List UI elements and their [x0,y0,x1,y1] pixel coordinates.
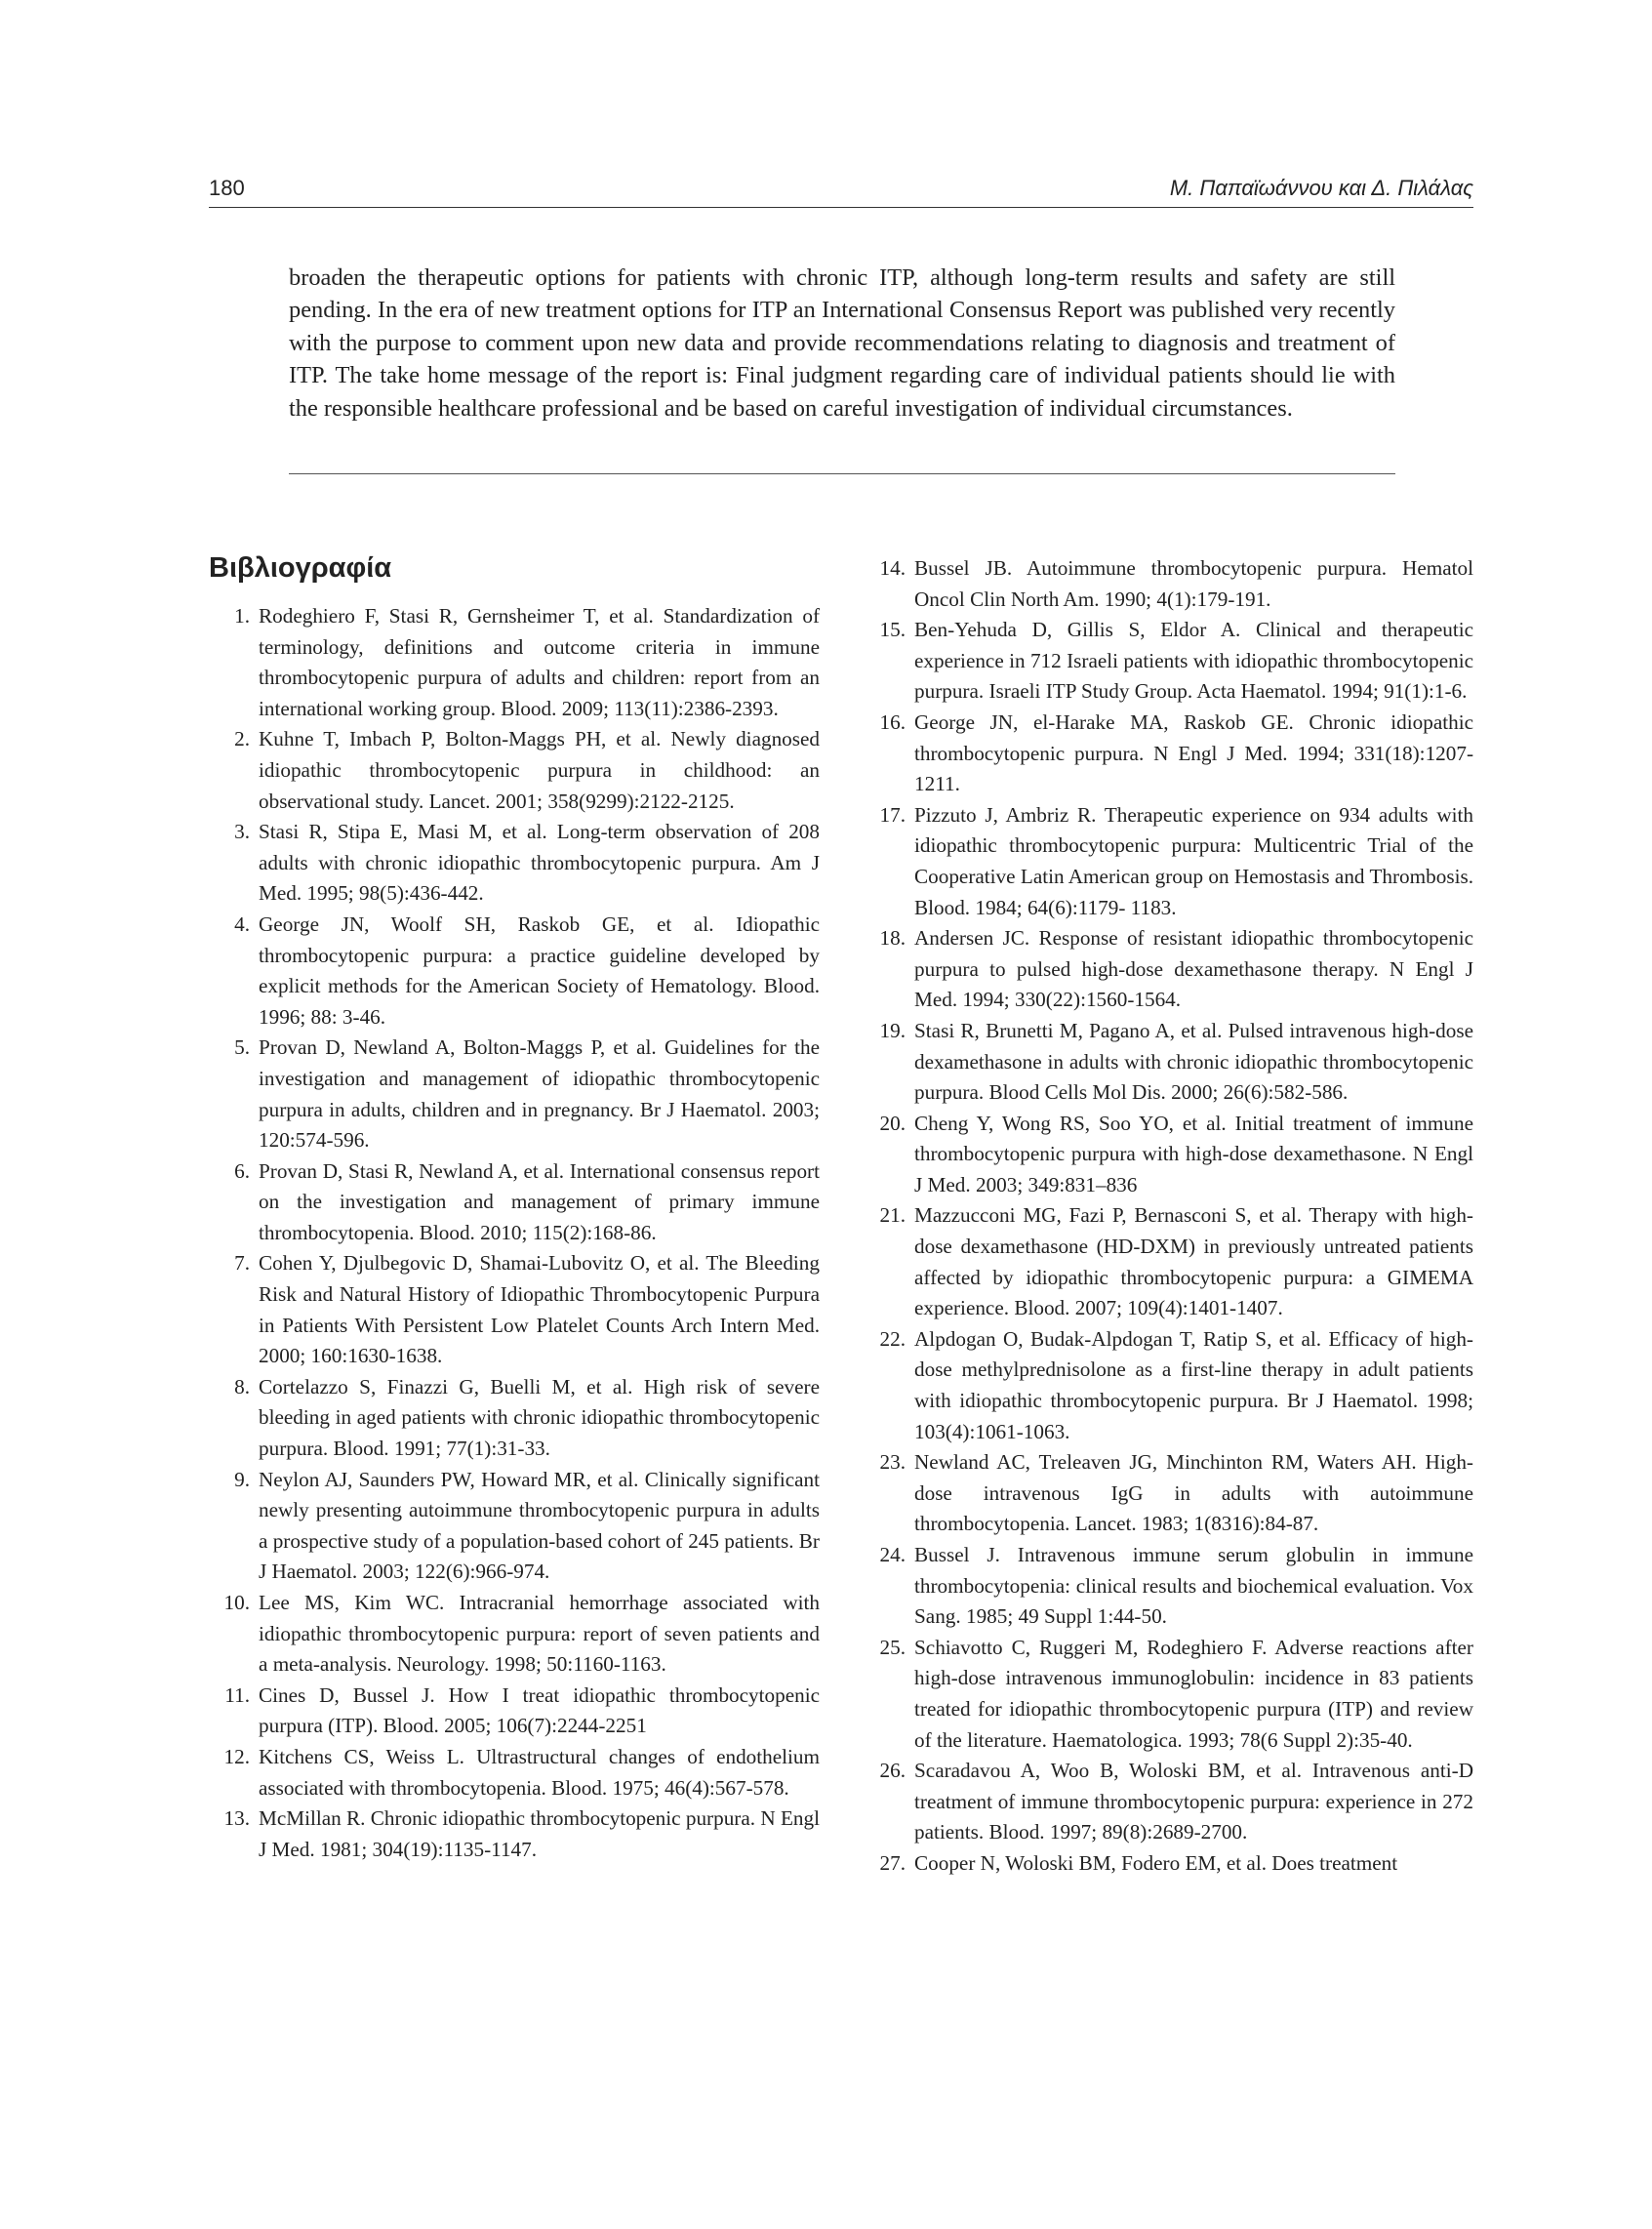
reference-number: 17. [879,802,906,827]
reference-number: 24. [879,1543,906,1566]
reference-number: 18. [879,926,906,951]
reference-text: Rodeghiero F, Stasi R, Gernsheimer T, et al. Standardization of terminology, definitions and outcome criteria in immune thrombocytopenic purpura of adults and children: report from an international working group. Blood. 2009; 113(11):2386-2393. [259,604,820,720]
reference-item [865,1540,1473,1633]
reference-number: 20. [879,1111,906,1135]
reference-text: Ben-Yehuda D, Gillis S, Eldor A. Clinical and therapeutic experience in 712 Israeli patients with idiopathic thrombocytopenic purpura. Israeli ITP Study Group. Acta Haematol. 1994; 91(1):1-6. [914,618,1473,704]
reference-item [209,1742,820,1803]
reference-number: 21. [879,1203,906,1228]
reference-item [209,1372,820,1465]
reference-text: Provan D, Stasi R, Newland A, et al. International consensus report on the investigation and management of primary immune thrombocytopenia. Blood. 2010; 115(2):168-86. [259,1158,820,1244]
reference-number: 22. [879,1326,906,1351]
reference-number: 6. [234,1158,250,1183]
reference-number: 26. [879,1759,906,1783]
reference-text: Pizzuto J, Ambriz R. Therapeutic experience on 934 adults with idiopathic thrombocytopenic purpura: Multicentric Trial of the Cooperative Latin American group on Hemostasis and Thrombosis. Blood. 1984; 64(6):1179- 1183. [914,802,1473,919]
abstract-divider [289,473,1395,474]
reference-number: 10. [223,1591,250,1614]
reference-text: George JN, el-Harake MA, Raskob GE. Chronic idiopathic thrombocytopenic purpura. N Engl J Med. 1994; 331(18):1207-1211. [914,709,1473,796]
running-header [209,176,1473,207]
running-header-authors: Μ. Παπαϊωάννου και Δ. Πιλάλας [1169,176,1473,200]
reference-item [209,1681,820,1742]
reference-item [865,800,1473,923]
reference-text: Cortelazzo S, Finazzi G, Buelli M, et al. High risk of severe bleeding in aged patients with chronic idiopathic thrombocytopenic purpura. Blood. 1991; 77(1):31-33. [259,1374,820,1461]
reference-text: Cheng Y, Wong RS, Soo YO, et al. Initial treatment of immune thrombocytopenic purpura with high-dose dexamethasone. N Engl J Med. 2003; 349:831–836 [914,1111,1473,1196]
reference-item [865,615,1473,708]
reference-item [865,1200,1473,1323]
reference-number: 8. [234,1374,250,1398]
reference-item [865,1109,1473,1201]
reference-number: 12. [223,1744,250,1768]
reference-item [865,1848,1473,1880]
reference-item [865,1447,1473,1540]
reference-text: Scaradavou A, Woo B, Woloski BM, et al. Intravenous anti-D treatment of immune thrombocytopenic purpura: experience in 272 patients. Blood. 1997; 89(8):2689-2700. [914,1759,1473,1844]
reference-item [209,1156,820,1249]
reference-text: McMillan R. Chronic idiopathic thrombocytopenic purpura. N Engl J Med. 1981; 304(19):1135-1147. [259,1806,820,1861]
reference-number: 3. [234,820,250,844]
reference-number: 5. [234,1035,250,1060]
reference-text: Provan D, Newland A, Bolton-Maggs P, et al. Guidelines for the investigation and management of idiopathic thrombocytopenic purpura in adults, children and in pregnancy. Br J Haematol. 2003; 120:574-596. [259,1035,820,1153]
reference-item [209,1248,820,1371]
reference-number: 2. [234,727,250,751]
reference-item [209,910,820,1033]
reference-number: 7. [234,1251,250,1276]
reference-text: Cohen Y, Djulbegovic D, Shamai-Lubovitz O, et al. The Bleeding Risk and Natural History of Idiopathic Thrombocytopenic Purpura in Patients With Persistent Low Platelet Counts Arch Intern Med. 2000; 160:1630-1638. [259,1251,820,1368]
reference-item [209,817,820,910]
reference-text: Andersen JC. Response of resistant idiopathic thrombocytopenic purpura to pulsed high-dose dexamethasone therapy. N Engl J Med. 1994; 330(22):1560-1564. [914,926,1473,1012]
reference-text: Neylon AJ, Saunders PW, Howard MR, et al. Clinically significant newly presenting autoimmune thrombocytopenic purpura in adults a prospective study of a population-based cohort of 245 patients. Br J Haematol. 2003; 122(6):966-974. [259,1467,820,1584]
reference-text: George JN, Woolf SH, Raskob GE, et al. Idiopathic thrombocytopenic purpura: a practice guideline developed by explicit methods for the American Society of Hematology. Blood. 1996; 88: 3-46. [259,912,820,1029]
reference-item [865,553,1473,615]
reference-item [209,1588,820,1681]
reference-text: Cooper N, Woloski BM, Fodero EM, et al. Does treatment [914,1850,1398,1875]
page-number: 180 [209,176,245,200]
reference-item [865,1324,1473,1447]
reference-number: 16. [879,709,906,734]
reference-number: 9. [234,1467,250,1491]
reference-item [209,724,820,817]
abstract-paragraph: broaden the therapeutic options for patients with chronic ITP, although long-term results and safety are still pending. In the era of new treatment options for ITP an International Consensus Report was published very recently with the purpose to comment upon new data and provide recommendations relating to diagnosis and treatment of ITP. The take home message of the report is: Final judgment regarding care of individual patients should lie with the responsible healthcare professional and be based on careful investigation of individual circumstances. [289,264,1395,422]
reference-item [209,601,820,724]
reference-text: Bussel J. Intravenous immune serum globulin in immune thrombocytopenia: clinical results and biochemical evaluation. Vox Sang. 1985; 49 Suppl 1:44-50. [914,1543,1473,1629]
reference-number: 1. [234,604,250,628]
reference-number: 25. [879,1635,906,1659]
reference-item [865,708,1473,800]
reference-number: 15. [879,618,906,642]
reference-list-left-column [209,601,820,1865]
reference-text: Stasi R, Stipa E, Masi M, et al. Long-term observation of 208 adults with chronic idiopathic thrombocytopenic purpura. Am J Med. 1995; 98(5):436-442. [259,820,820,906]
reference-item [209,1803,820,1865]
reference-number: 11. [224,1682,250,1707]
reference-text: Lee MS, Kim WC. Intracranial hemorrhage associated with idiopathic thrombocytopenic purpura: report of seven patients and a meta-analysis. Neurology. 1998; 50:1160-1163. [259,1591,820,1677]
reference-text: Bussel JB. Autoimmune thrombocytopenic purpura. Hematol Oncol Clin North Am. 1990; 4(1):179-191. [914,556,1473,611]
reference-number: 4. [234,912,250,936]
reference-item [209,1033,820,1155]
reference-text: Cines D, Bussel J. How I treat idiopathic thrombocytopenic purpura (ITP). Blood. 2005; 106(7):2244-2251 [259,1682,820,1738]
reference-text: Kitchens CS, Weiss L. Ultrastructural changes of endothelium associated with thrombocytopenia. Blood. 1975; 46(4):567-578. [259,1744,820,1800]
reference-item [865,1016,1473,1109]
reference-number: 14. [879,556,906,580]
reference-item [865,1633,1473,1756]
reference-number: 23. [879,1450,906,1475]
reference-text: Kuhne T, Imbach P, Bolton-Maggs PH, et al. Newly diagnosed idiopathic thrombocytopenic purpura in childhood: an observational study. Lancet. 2001; 358(9299):2122-2125. [259,727,820,813]
reference-text: Alpdogan O, Budak-Alpdogan T, Ratip S, et al. Efficacy of high-dose methylprednisolone as a first-line therapy in adult patients with idiopathic thrombocytopenic purpura. Br J Haematol. 1998; 103(4):1061-1063. [914,1326,1473,1443]
reference-number: 27. [879,1850,906,1875]
reference-list-right-column [865,553,1473,1880]
reference-text: Stasi R, Brunetti M, Pagano A, et al. Pulsed intravenous high-dose dexamethasone in adults with chronic idiopathic thrombocytopenic purpura. Blood Cells Mol Dis. 2000; 26(6):582-586. [914,1018,1473,1105]
section-title-bibliography: Βιβλιογραφία [209,552,392,584]
header-rule [209,207,1473,208]
reference-number: 13. [223,1806,250,1831]
reference-item [865,923,1473,1016]
reference-text: Schiavotto C, Ruggeri M, Rodeghiero F. Adverse reactions after high-dose intravenous immunoglobulin: incidence in 83 patients treated for idiopathic thrombocytopenic purpura (ITP) and review of the literature. Haematologica. 1993; 78(6 Suppl 2):35-40. [914,1635,1473,1752]
reference-number: 19. [879,1018,906,1042]
reference-item [209,1465,820,1588]
reference-item [865,1756,1473,1848]
reference-text: Newland AC, Treleaven JG, Minchinton RM, Waters AH. High-dose intravenous IgG in adults with autoimmune thrombocytopenia. Lancet. 1983; 1(8316):84-87. [914,1450,1473,1536]
reference-text: Mazzucconi MG, Fazi P, Bernasconi S, et al. Therapy with high-dose dexamethasone (HD-DXM) in previously untreated patients affected by idiopathic thrombocytopenic purpura: a GIMEMA experience. Blood. 2007; 109(4):1401-1407. [914,1203,1473,1320]
